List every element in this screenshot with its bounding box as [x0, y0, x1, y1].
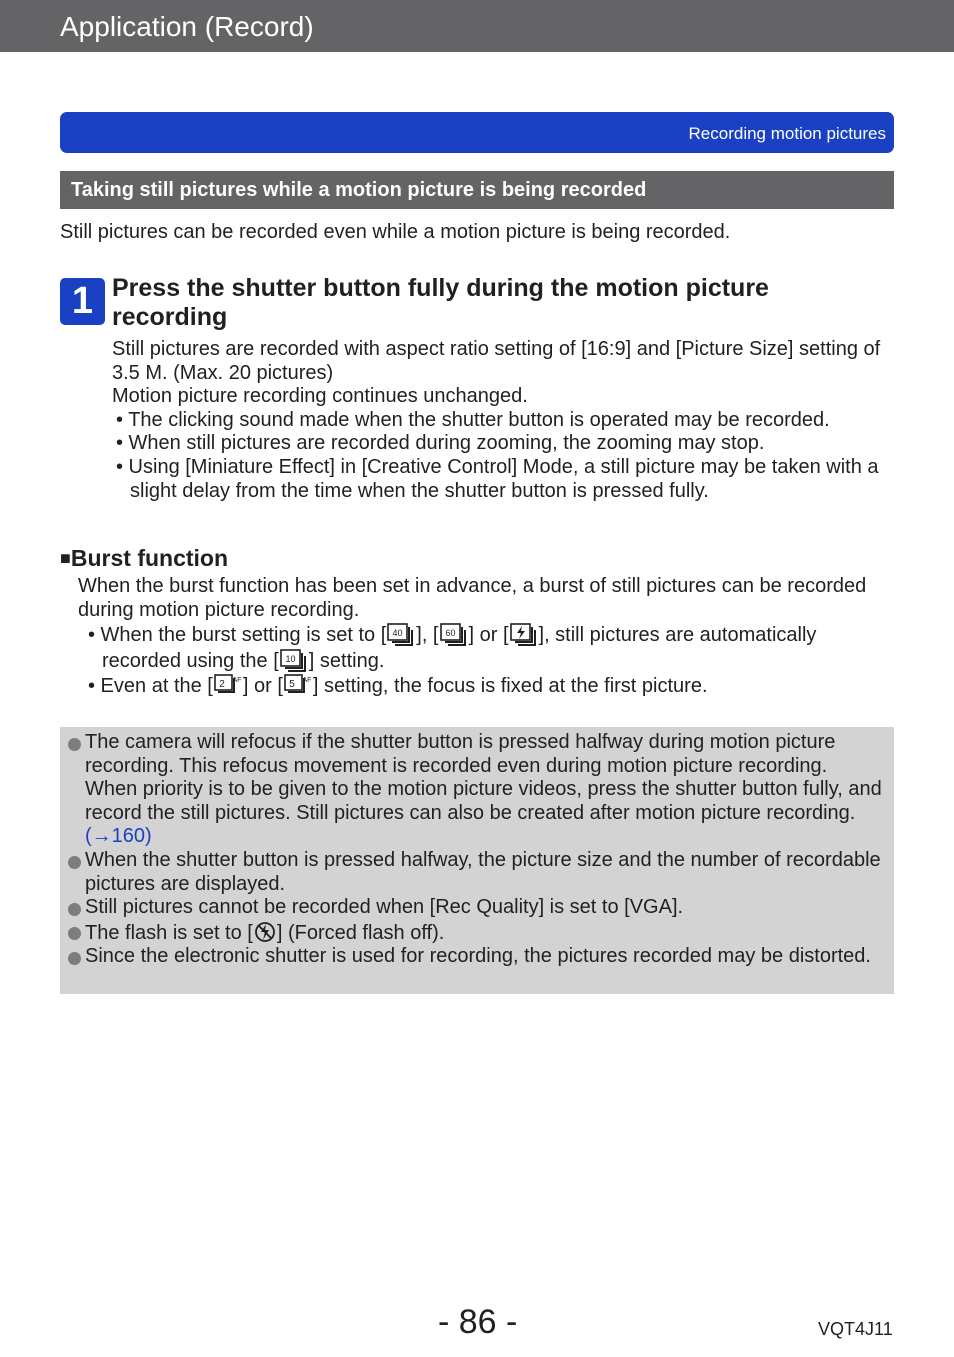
burst-40-icon	[387, 622, 415, 646]
document-code: VQT4J11	[818, 1319, 893, 1339]
page-title: Application (Record)	[60, 11, 314, 42]
step-line: Motion picture recording continues unchanged.	[112, 385, 528, 408]
svg-text:AF: AF	[302, 677, 312, 685]
burst-5af-icon	[284, 673, 312, 697]
bullet-dot-icon	[68, 738, 81, 751]
svg-text:40: 40	[392, 628, 403, 639]
section-heading-bar	[60, 171, 894, 209]
burst-bullet: • When the burst setting is set to [ 40 ], [ 60 ] or [ ], still pictures are automatically recorded using the [ 10 ] setting.	[88, 624, 817, 672]
bullet-dot-icon	[68, 927, 81, 940]
svg-text:5: 5	[289, 679, 295, 691]
svg-text:AF: AF	[232, 677, 242, 685]
bullet-dot-icon	[68, 952, 81, 965]
burst-10-icon	[280, 648, 308, 672]
note-item: When the shutter button is pressed halfway, the picture size and the number of recordable pictures are displayed.	[68, 849, 884, 896]
note-item: Since the electronic shutter is used for recording, the pictures recorded may be distorted.	[68, 945, 884, 969]
svg-text:10: 10	[285, 653, 296, 664]
step-line: Still pictures are recorded with aspect ratio setting of [16:9] and [Picture Size] setting of 3.5 M. (Max. 20 pictures)	[112, 338, 881, 384]
intro-text: Still pictures can be recorded even while a motion picture is being recorded.	[60, 221, 731, 243]
breadcrumb-bar	[60, 112, 894, 153]
note-item: Still pictures cannot be recorded when [Rec Quality] is set to [VGA].	[68, 896, 884, 920]
svg-text:60: 60	[444, 628, 456, 639]
svg-text:2: 2	[219, 679, 225, 691]
page-reference-link[interactable]: (→160)	[85, 825, 152, 848]
burst-heading	[60, 545, 228, 572]
step-bullet: • The clicking sound made when the shutter button is operated may be recorded.	[116, 408, 830, 431]
section-title: Taking still pictures while a motion picture is being recorded	[71, 179, 647, 201]
breadcrumb: Recording motion pictures	[688, 124, 886, 143]
burst-60-icon	[440, 622, 468, 646]
note-item: The flash is set to [ ] (Forced flash off).	[68, 920, 884, 946]
header-bar	[0, 0, 954, 52]
burst-heading-text: Burst function	[70, 545, 229, 571]
note-item: The camera will refocus if the shutter button is pressed halfway during motion picture recording. This refocus movement is recorded even during motion picture recording. When priority is to be given to the motion picture videos, press the shutter button fully, and record the still pictures. Still pictures can also be created after motion picture recording. (→160)	[68, 731, 884, 849]
flash-off-icon	[254, 920, 276, 944]
step-title: Press the shutter button fully during the motion picture recording	[112, 274, 769, 331]
step-bullet: • Using [Miniature Effect] in [Creative Control] Mode, a still picture may be taken with a slight delay from the time when the shutter button is pressed fully.	[116, 455, 879, 502]
notes-box	[60, 727, 894, 994]
burst-body	[78, 575, 878, 699]
square-bullet-icon: ■	[60, 548, 71, 568]
burst-bullet: • Even at the [ 2 AF ] or [ 5 AF ] setting, the focus is fixed at the first picture.	[88, 675, 708, 698]
bullet-dot-icon	[68, 903, 81, 916]
burst-2af-icon	[214, 673, 242, 697]
burst-text: When the burst function has been set in advance, a burst of still pictures can be recorded during motion picture recording.	[78, 575, 867, 621]
burst-high-icon	[510, 622, 538, 646]
bullet-dot-icon	[68, 856, 81, 869]
page-number: - 86 -	[438, 1303, 518, 1341]
step-body	[112, 338, 892, 503]
step-number-badge: 1	[60, 278, 105, 325]
step-bullet: • When still pictures are recorded during zooming, the zooming may stop.	[116, 432, 765, 455]
